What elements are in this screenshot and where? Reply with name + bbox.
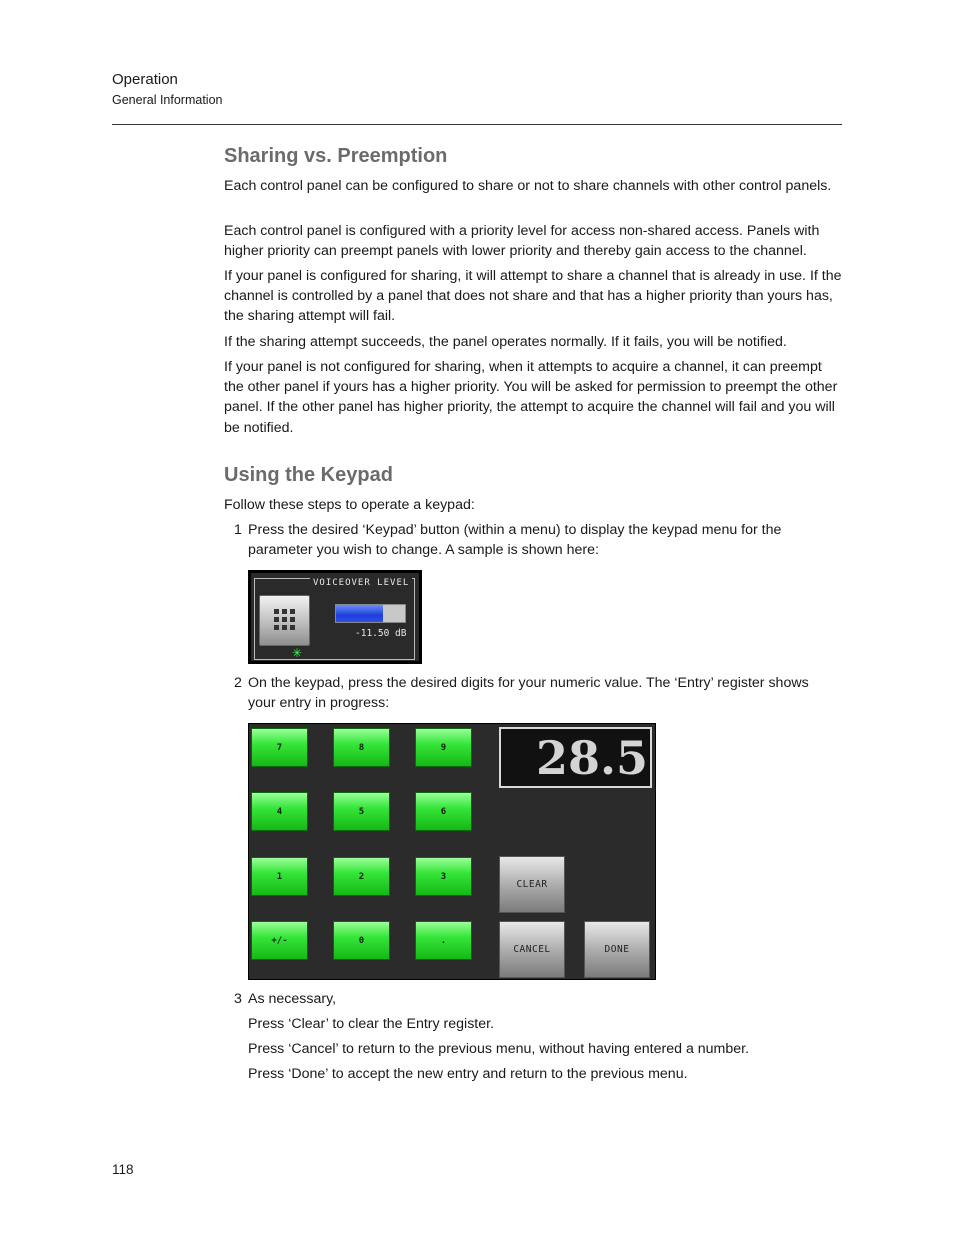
step-3-number: 3 <box>234 991 242 1007</box>
sharing-paragraph-5: If your panel is not configured for sharing, when it attempts to acquire a channel, it can preempt the other panel if yours has a higher priority. You will be asked for permission to preempt the other panel. If the other panel has higher priority, the attempt to acquire the channel will fail and you will be notified. <box>224 359 838 436</box>
step-2-number: 2 <box>234 675 242 691</box>
sharing-heading: Sharing vs. Preemption <box>224 145 448 167</box>
keypad-heading: Using the Keypad <box>224 464 393 486</box>
key-6[interactable]: 6 <box>415 792 472 831</box>
key-4[interactable]: 4 <box>251 792 308 831</box>
key-decimal[interactable]: . <box>415 921 472 960</box>
running-header-chapter: Operation <box>112 71 178 88</box>
sharing-paragraph-4: If the sharing attempt succeeds, the panel operates normally. If it fails, you will be notified. <box>224 334 787 350</box>
running-header-section: General Information <box>112 93 223 107</box>
key-1[interactable]: 1 <box>251 857 308 896</box>
key-2[interactable]: 2 <box>333 857 390 896</box>
voiceover-frame <box>254 578 415 660</box>
entry-register <box>499 727 652 788</box>
voiceover-level-widget <box>248 570 422 664</box>
key-7[interactable]: 7 <box>251 728 308 767</box>
key-8[interactable]: 8 <box>333 728 390 767</box>
sharing-paragraph-3: If your panel is configured for sharing, it will attempt to share a channel that is already in use. If the channel is controlled by a panel that does not share and that has a higher priority than yours has, the sharing attempt will fail. <box>224 268 842 325</box>
step-2-text: On the keypad, press the desired digits for your numeric value. The ‘Entry’ register shows your entry in progress: <box>248 675 809 712</box>
level-bar <box>335 604 406 623</box>
step-3-done-note: Press ‘Done’ to accept the new entry and return to the previous menu. <box>248 1066 688 1082</box>
key-plus-minus[interactable]: +/- <box>251 921 308 960</box>
step-3-text: As necessary, <box>248 991 337 1007</box>
done-button[interactable]: DONE <box>584 921 650 978</box>
keypad-button[interactable] <box>259 595 310 646</box>
key-3[interactable]: 3 <box>415 857 472 896</box>
page-number: 118 <box>112 1162 134 1177</box>
header-rule <box>112 124 842 125</box>
level-bar-fill <box>336 605 383 622</box>
sharing-paragraph-2: Each control panel is configured with a priority level for access non-shared access. Panels with higher priority can preempt panels with lower priority and thereby gain access to the channel. <box>224 223 820 260</box>
keypad-intro: Follow these steps to operate a keypad: <box>224 497 475 513</box>
keypad-grid-icon <box>274 609 296 631</box>
key-0[interactable]: 0 <box>333 921 390 960</box>
cancel-button[interactable]: CANCEL <box>499 921 565 978</box>
step-1-number: 1 <box>234 522 242 538</box>
step-3-clear-note: Press ‘Clear’ to clear the Entry register. <box>248 1016 495 1032</box>
entry-value: 28.5 <box>535 731 648 785</box>
clear-button[interactable]: CLEAR <box>499 856 565 913</box>
keypad-panel <box>248 723 656 980</box>
level-value: -11.50 dB <box>355 628 407 639</box>
key-9[interactable]: 9 <box>415 728 472 767</box>
voiceover-title: VOICEOVER LEVEL <box>310 578 412 588</box>
step-3-cancel-note: Press ‘Cancel’ to return to the previous menu, without having entered a number. <box>248 1041 750 1057</box>
sharing-paragraph-1: Each control panel can be configured to share or not to share channels with other control panels. <box>224 178 832 194</box>
step-1-text: Press the desired ‘Keypad’ button (within a menu) to display the keypad menu for the parameter you wish to change. A sample is shown here: <box>248 522 782 559</box>
status-indicator-icon: ✳ <box>292 646 303 660</box>
key-5[interactable]: 5 <box>333 792 390 831</box>
